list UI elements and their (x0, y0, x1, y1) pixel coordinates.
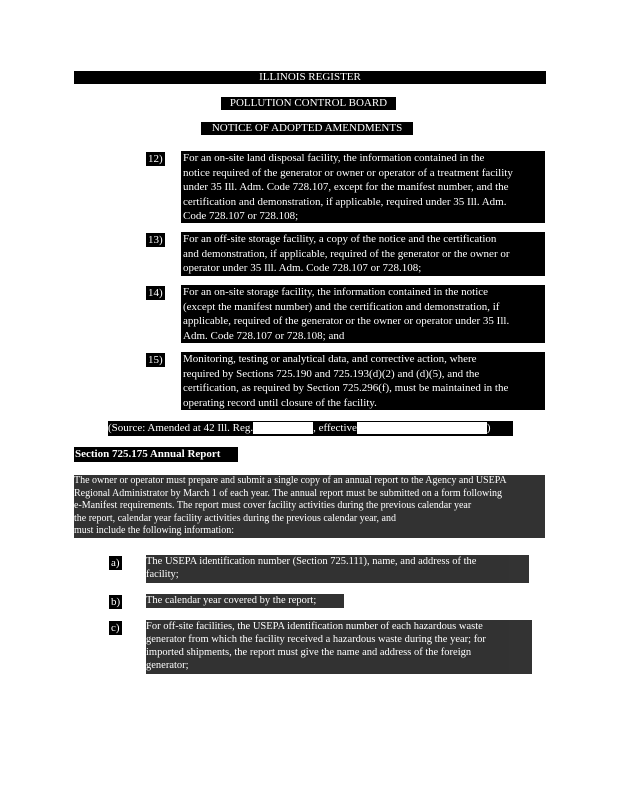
list-item (146, 620, 532, 674)
item-line: The calendar year covered by the report; (146, 595, 317, 606)
item-number-text: 13) (148, 234, 163, 246)
list-label (109, 595, 122, 609)
item-line: generator; (146, 660, 189, 671)
notice-title (201, 122, 413, 135)
list-item (146, 594, 344, 608)
section-heading-text: Section 725.175 Annual Report (75, 448, 221, 460)
list-item (181, 285, 545, 343)
list-label-text: c) (111, 622, 120, 634)
list-item (146, 555, 529, 583)
item-line: For an off-site storage facility, a copy of the notice and the certification (183, 233, 497, 245)
list-label (109, 621, 122, 635)
item-number-text: 12) (148, 153, 163, 165)
item-line: For an on-site land disposal facility, the information contained in the (183, 152, 485, 164)
paragraph-line: the report, calendar year facility activities during the previous calendar year, and (74, 512, 396, 524)
source-note (108, 421, 513, 436)
item-line: (except the manifest number) and the certification and demonstration, if (183, 300, 500, 313)
notice-title-text: NOTICE OF ADOPTED AMENDMENTS (211, 122, 403, 134)
list-label-text: a) (111, 557, 120, 569)
item-line: and demonstration, if applicable, required of the generator or the owner or (183, 247, 510, 260)
item-line: Adm. Code 728.107 or 728.108; and (183, 329, 345, 342)
section-heading (74, 447, 238, 462)
item-line: under 35 Ill. Adm. Code 728.107, except for the manifest number, and the (183, 181, 509, 193)
item-number (146, 152, 165, 166)
list-label (109, 556, 122, 570)
source-text: (Source: Amended at 42 Ill. Reg. (108, 422, 254, 434)
item-line: operating record until closure of the facility. (183, 396, 377, 409)
item-number (146, 233, 165, 247)
register-title: ILLINOIS REGISTER (259, 71, 361, 83)
source-effective-text: , effective (313, 422, 357, 434)
item-line: For off-site facilities, the USEPA identification number of each hazardous waste (146, 621, 483, 632)
item-line: operator under 35 Ill. Adm. Code 728.107 or 728.108; (183, 262, 422, 274)
list-item (181, 352, 545, 410)
item-number-text: 15) (148, 354, 163, 366)
register-header-bar (74, 71, 546, 84)
item-number (146, 286, 165, 300)
item-line: notice required of the generator or owner or operator of a treatment facility (183, 166, 513, 179)
board-title (221, 97, 396, 110)
paragraph-line: must include the following information: (74, 525, 234, 536)
item-line: certification, as required by Section 725.296(f), must be maintained in the (183, 382, 509, 394)
item-line: facility; (146, 569, 179, 580)
paragraph-line: The owner or operator must prepare and submit a single copy of an annual report to the Agency and USEPA (74, 475, 507, 486)
item-line: generator from which the facility received a hazardous waste during the year; for (146, 634, 486, 645)
item-line: applicable, required of the generator or the owner or operator under 35 Ill. (183, 315, 510, 327)
source-close: ) (486, 422, 491, 434)
list-item (181, 232, 545, 276)
item-line: Code 728.107 or 728.108; (183, 210, 299, 222)
item-number-text: 14) (148, 287, 163, 299)
paragraph (74, 475, 545, 538)
board-title-text: POLLUTION CONTROL BOARD (229, 97, 388, 109)
list-item (181, 151, 545, 223)
paragraph-line: Regional Administrator by March 1 of each year. The annual report must be submitted on a form following (74, 487, 503, 499)
item-line: required by Sections 725.190 and 725.193(d)(2) and (d)(5), and the (183, 367, 480, 380)
paragraph-line: e-Manifest requirements. The report must cover facility activities during the previous calendar year (74, 500, 472, 511)
item-line: imported shipments, the report must give the name and address of the foreign (146, 647, 472, 658)
list-label-text: b) (111, 596, 121, 608)
item-line: certification and demonstration, if applicable, required under 35 Ill. Adm. (183, 195, 507, 208)
item-line: Monitoring, testing or analytical data, and corrective action, where (183, 353, 477, 365)
item-line: The USEPA identification number (Section 725.111), name, and address of the (146, 556, 477, 567)
item-number (146, 353, 165, 367)
item-line: For an on-site storage facility, the information contained in the notice (183, 286, 489, 298)
